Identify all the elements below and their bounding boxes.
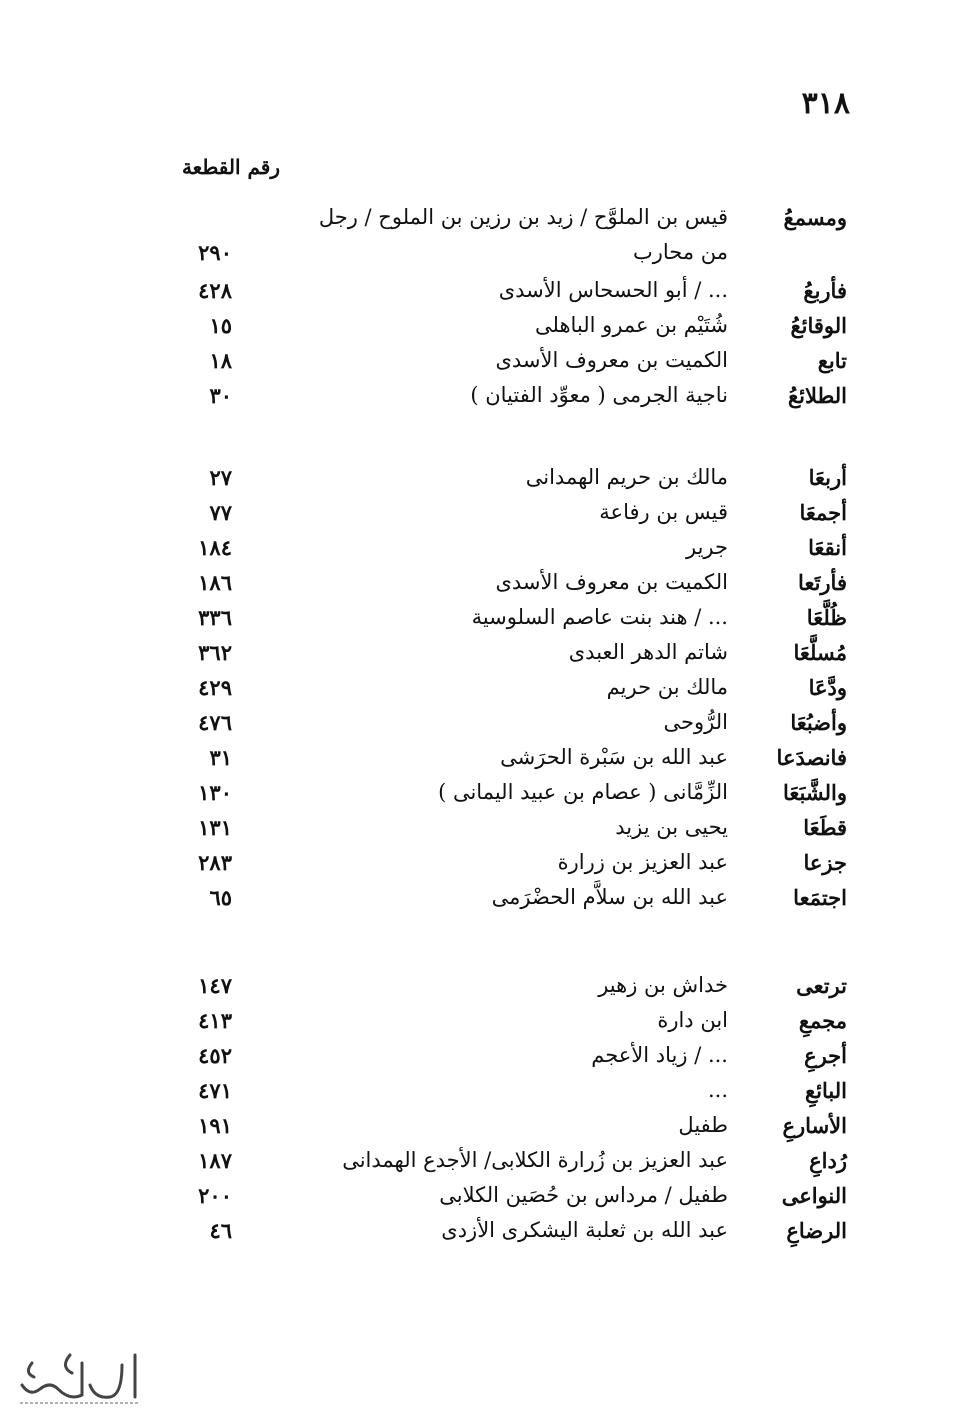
index-entry [0,313,975,347]
index-entry [0,850,975,884]
poem-number: ١٨٤ [198,535,232,560]
poet-name: شاتم الدهر العبدى [568,640,728,664]
rhyme-word: الأسارعِ [782,1113,847,1138]
rhyme-word: الرضاعِ [786,1218,847,1243]
rhyme-word: أجرعِ [804,1043,847,1068]
index-entry [0,570,975,604]
rhyme-word: قطَعَا [803,815,847,840]
rhyme-word: تابع [817,348,847,373]
poet-name: مالك بن حريم [606,675,728,699]
rhyme-word: الوقائعُ [790,313,847,338]
poem-number: ٦٥ [209,885,232,910]
poet-name: طفيل / مرداس بن حُصَين الكلابى [439,1183,728,1207]
poem-number: ٤٢٩ [198,675,232,700]
poem-number: ٣٣٦ [198,605,232,630]
rhyme-word: أربعَا [808,465,847,490]
poem-number: ٣١ [209,745,232,770]
poem-number: ١٩١ [198,1113,232,1138]
rhyme-word: ودَّعَا [808,675,847,700]
index-entry [0,640,975,674]
poet-name: ... [707,1078,728,1102]
poem-number: ٣٦٢ [198,640,232,665]
index-entry [0,1183,975,1217]
index-entry [0,973,975,1007]
rhyme-word: الطلائعُ [787,383,847,408]
poem-number: ٤٧٦ [198,710,232,735]
index-entry [0,675,975,709]
index-entry [0,535,975,569]
index-entry [0,780,975,814]
index-entry [0,278,975,312]
poet-name: قيس بن الملوَّح / زيد بن رزين بن الملوح / رجل [318,205,728,229]
poet-name: عبد العزيز بن زرارة [557,850,728,874]
poet-name: الكميت بن معروف الأسدى [495,570,728,594]
index-entry [0,885,975,919]
index-entry [0,1148,975,1182]
poem-number: ٣٠ [209,383,232,408]
index-entry [0,1078,975,1112]
poem-number: ٧٧ [209,500,232,525]
poem-number: ١٥ [209,313,232,338]
rhyme-word: جزعا [803,850,847,875]
index-entry [0,1008,975,1042]
index-entry [0,710,975,744]
index-entry [0,1218,975,1252]
poet-name: ... / هند بنت عاصم السلوسية [471,605,728,629]
index-entry [0,465,975,499]
poem-number: ٢٨٣ [198,850,232,875]
poet-name-continued: من محارب [632,240,728,264]
rhyme-word: اجتمَعا [793,885,847,910]
rhyme-word: ومسمعُ [783,205,847,230]
poem-number: ١٨ [209,348,232,373]
index-entry [0,605,975,639]
poet-name: عبد الله بن سلاَّم الحضْرَمى [491,885,728,909]
index-entry [0,383,975,417]
rhyme-word: النواعى [781,1183,847,1208]
poem-number: ٢٩٠ [198,240,232,265]
poem-number: ١٨٦ [198,570,232,595]
poem-number: ١٣١ [198,815,232,840]
rhyme-word: والشَّبَعَا [783,780,847,805]
index-entry [0,1113,975,1147]
poet-name: ... / أبو الحسحاس الأسدى [498,278,728,302]
poet-name: مالك بن حريم الهمدانى [525,465,728,489]
rhyme-word: البائعِ [805,1078,847,1103]
poet-name: شُتَيْم بن عمرو الباهلى [535,313,728,337]
rhyme-word: أجمعَا [799,500,847,525]
rhyme-word: فانصدَعا [776,745,847,770]
index-entry [0,815,975,849]
calligraphy-logo [10,1345,150,1410]
poet-name: خداش بن زهير [598,973,728,997]
poem-number: ١٨٧ [198,1148,232,1173]
index-entry [0,205,975,239]
page-number: ٣١٨ [801,86,850,121]
poet-name: ... / زياد الأعجم [591,1043,728,1067]
index-entry [0,745,975,779]
rhyme-word: وأضبُعَا [790,710,847,735]
poet-name: يحيى بن يزيد [615,815,728,839]
poem-number: ٤٦ [209,1218,232,1243]
poem-number: ٤٥٢ [198,1043,232,1068]
index-entry-continuation [0,240,975,274]
poet-name: ابن دارة [657,1008,728,1032]
rhyme-word: مُسلَّعَا [793,640,847,665]
poet-name: عبد الله بن سَبْرة الحرَشى [500,745,728,769]
poem-number: ٤١٣ [198,1008,232,1033]
poet-name: عبد الله بن ثعلبة اليشكرى الأزدى [441,1218,728,1242]
poet-name: الكميت بن معروف الأسدى [495,348,728,372]
rhyme-word: فأربعُ [803,278,847,303]
index-entry [0,1043,975,1077]
poet-name: عبد العزيز بن زُرارة الكلابى/ الأجدع الهمدانى [342,1148,728,1172]
poem-number: ٤٧١ [198,1078,232,1103]
poem-number: ١٤٧ [198,973,232,998]
poet-name: ناجية الجرمى ( معوِّد الفتيان ) [470,383,728,407]
rhyme-word: أنقعَا [808,535,847,560]
poet-name: طفيل [678,1113,728,1137]
poet-name: جرير [686,535,728,559]
index-entry [0,500,975,534]
poem-number: ٤٢٨ [198,278,232,303]
poem-number: ١٣٠ [198,780,232,805]
poet-name: الرُّوحى [663,710,728,734]
poem-number: ٢٧ [209,465,232,490]
rhyme-word: فأرتَعا [798,570,847,595]
rhyme-word: مجمعِ [798,1008,847,1033]
index-entry [0,348,975,382]
rhyme-word: ظُلَّعَا [806,605,847,630]
column-heading: رقم القطعة [181,155,280,179]
poet-name: الزِّمَّانى ( عصام بن عبيد اليمانى ) [438,780,728,804]
poem-number: ٢٠٠ [198,1183,232,1208]
rhyme-word: رُداعِ [809,1148,847,1173]
poet-name: قيس بن رفاعة [599,500,728,524]
rhyme-word: ترتعى [796,973,847,998]
